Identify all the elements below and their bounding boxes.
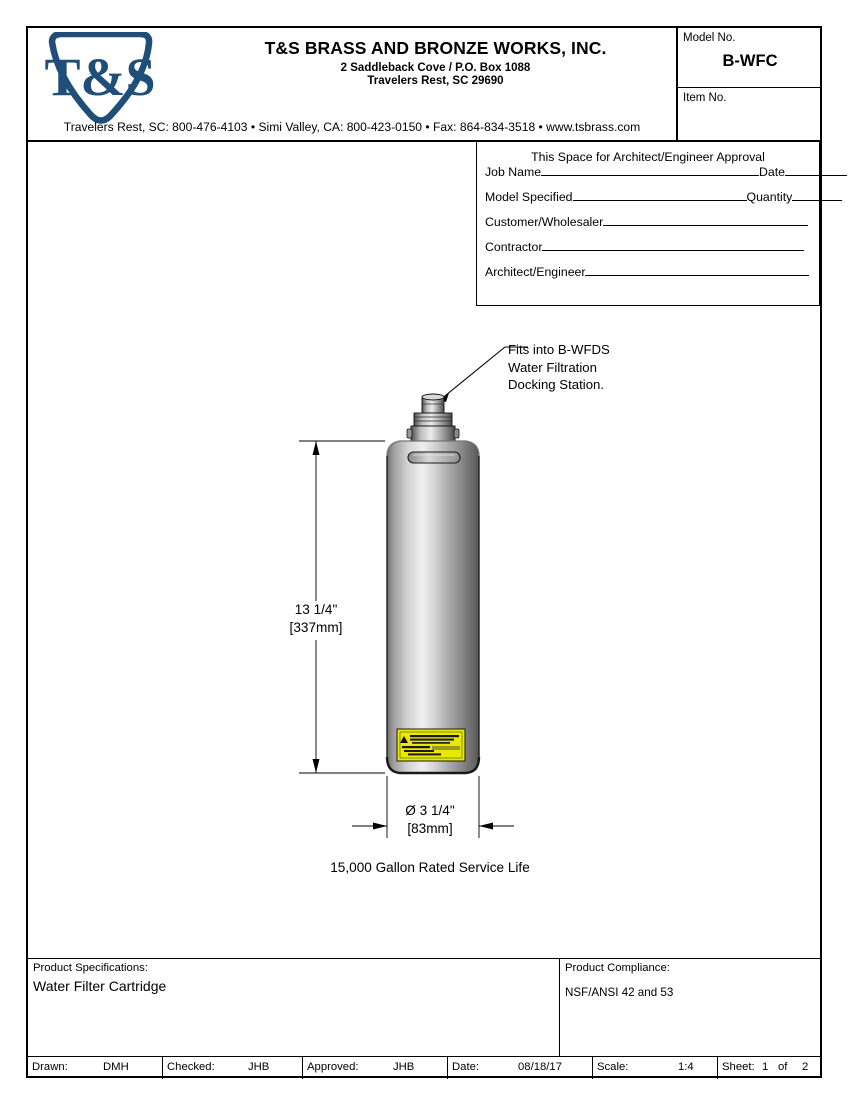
diameter-dimension-text: [380, 802, 480, 838]
height-inches: 13 1/4": [294, 602, 338, 617]
item-no-label: Item No.: [683, 92, 727, 104]
specifications-row: [28, 958, 820, 1056]
model-no-label: Model No.: [683, 32, 736, 44]
checked-label: Checked:: [167, 1061, 215, 1073]
approval-row-customer-wholesaler: [485, 214, 819, 239]
callout-line-2: Water Filtration: [508, 359, 597, 375]
title-block-drawn: [28, 1057, 163, 1079]
drawn-label: Drawn:: [32, 1061, 68, 1073]
product-compliance-label: Product Compliance:: [565, 962, 670, 974]
approval-title: This Space for Architect/Engineer Approval: [531, 150, 765, 164]
callout-line-1: Fits into B-WFDS: [508, 342, 610, 357]
quantity-field[interactable]: [792, 189, 842, 201]
product-specifications-value: Water Filter Cartridge: [33, 978, 167, 994]
sheet-label: Sheet:: [722, 1061, 755, 1073]
title-block-scale: [593, 1057, 718, 1079]
company-address-1: 2 Saddleback Cove / P.O. Box 1088: [340, 62, 531, 74]
approval-row-contractor: [485, 239, 819, 264]
height-dimension-text: [272, 601, 360, 637]
height-mm: [337mm]: [289, 620, 343, 635]
page-header: [28, 28, 820, 140]
approval-row-model-specified: [485, 189, 819, 214]
customer-wholesaler-field[interactable]: [603, 214, 808, 226]
approved-value: JHB: [393, 1061, 415, 1073]
product-specifications-label: Product Specifications:: [33, 962, 148, 974]
company-address-2: Travelers Rest, SC 29690: [367, 74, 504, 87]
title-block-approved: [303, 1057, 448, 1079]
title-block: [28, 1056, 820, 1078]
sheet-value: 1: [762, 1061, 769, 1073]
ts-logo-icon: [42, 32, 160, 130]
contractor-field[interactable]: [542, 239, 804, 251]
sheet-total: 2: [802, 1061, 809, 1073]
job-name-label: Job Name: [485, 165, 542, 179]
model-specified-field[interactable]: [573, 189, 747, 201]
product-compliance-value: NSF/ANSI 42 and 53: [565, 986, 674, 999]
service-life-text: 15,000 Gallon Rated Service Life: [330, 860, 530, 875]
diameter-mm: [83mm]: [407, 821, 453, 836]
scale-label: Scale:: [597, 1061, 629, 1073]
company-name: T&S BRASS AND BRONZE WORKS, INC.: [264, 38, 607, 58]
title-block-date: [448, 1057, 593, 1079]
quantity-label: Quantity: [746, 190, 793, 204]
model-no-value: B-WFC: [722, 52, 778, 70]
job-name-field[interactable]: [541, 164, 759, 176]
svg-text:T&S: T&S: [44, 47, 156, 107]
model-number-box: [676, 28, 820, 140]
title-block-sheet: [718, 1057, 820, 1079]
callout-line-3: Docking Station.: [508, 377, 605, 392]
callout-text: [508, 341, 610, 394]
architect-engineer-field[interactable]: [585, 264, 809, 276]
company-contact: Travelers Rest, SC: 800-476-4103 • Simi Valley, CA: 800-423-0150 • Fax: 864-834-3518 • www.tsbrass.com: [63, 120, 641, 134]
approval-row-architect-engineer: [485, 264, 819, 289]
drawn-value: DMH: [103, 1061, 129, 1073]
architect-approval-block: [476, 142, 820, 306]
title-block-checked: [163, 1057, 303, 1079]
diameter-inches: Ø 3 1/4": [405, 803, 455, 818]
date-field[interactable]: [785, 164, 847, 176]
checked-value: JHB: [248, 1061, 270, 1073]
sheet-of-label: of: [778, 1061, 788, 1073]
customer-wholesaler-label: Customer/Wholesaler: [485, 215, 604, 229]
model-specified-label: Model Specified: [485, 190, 573, 204]
date-field-value: 08/18/17: [518, 1061, 562, 1073]
scale-value: 1:4: [678, 1061, 694, 1073]
company-info: [173, 38, 698, 87]
approval-row-job-name: [485, 164, 819, 189]
contractor-label: Contractor: [485, 240, 543, 254]
company-logo: [28, 28, 173, 133]
approved-label: Approved:: [307, 1061, 359, 1073]
date-field-label: Date:: [452, 1061, 480, 1073]
date-label: Date: [759, 165, 786, 179]
architect-engineer-label: Architect/Engineer: [485, 265, 586, 279]
